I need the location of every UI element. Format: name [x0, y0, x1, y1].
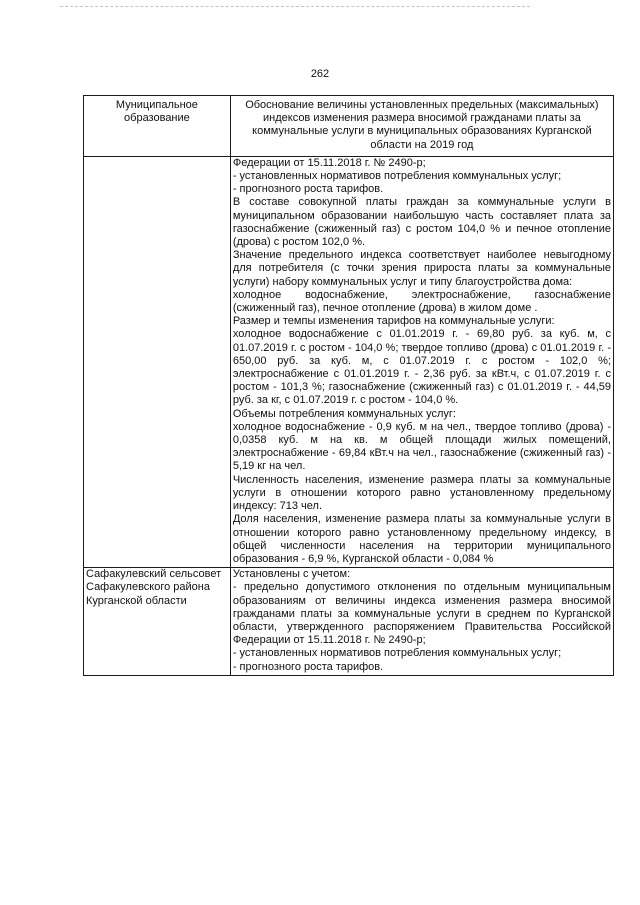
text-line: холодное водоснабжение с 01.01.2019 г. - 69,80 руб. за куб. м, с 01.07.2019 г. с ростом - 104,0 %; твердое топливо (дрова) с 01.01.2019 г. - 650,00 руб. за куб. м, с 01.07.2019 г. с ростом - 102,0 %; электроснабжение с 01.01.2019 г. - 2,36 руб. за кВт.ч, с 01.07.2019 г. с ростом - 101,3 %; газоснабжение (сжиженный газ) с 01.01.2019 г. - 44,59 руб. за кг, с 01.07.2019 г. с ростом - 104,0 %. [232, 328, 611, 407]
row2-justification [230, 568, 613, 676]
page-number: 262 [310, 68, 330, 80]
text-line: Установлены с учетом: [232, 568, 351, 581]
table-header-row [84, 96, 614, 157]
header-justification: Обоснование величины установленных предельных (максимальных) индексов изменения размера вносимой гражданами платы за коммунальные услуги в муниципальных образованиях Курганской области на 2019 год [230, 96, 613, 157]
row1-municipality [84, 156, 231, 567]
text-line: Доля населения, изменение размера платы за коммунальные услуги в отношении которого равно установленному предельному индексу, в общей численности населения на территории муниципального образования - 6,9 %, Курганской области - 0,084 % [232, 513, 611, 565]
header-municipality: Муниципальное образование [84, 96, 231, 157]
text-line: Объемы потребления коммунальных услуг: [232, 407, 456, 420]
row1-justification [230, 156, 613, 567]
text-line: - установленных нормативов потребления коммунальных услуг; [232, 647, 562, 660]
text-line: холодное водоснабжение - 0,9 куб. м на чел., твердое топливо (дрова) - 0,0358 куб. м на кв. м общей площади жилых помещений, электроснабжение - 69,84 кВт.ч на чел., газоснабжение (сжиженный газ) - 5,19 кг на чел. [232, 420, 611, 473]
text-line: Значение предельного индекса соответствует наиболее невыгодному для потребителя (с точки зрения прироста платы за коммунальные услуги) набору коммунальных услуг и типу благоустройства дома: [232, 249, 611, 288]
scan-artifact-line [60, 6, 530, 7]
row2-municipality: Сафакулевский сельсовет Сафакулевского района Курганской области [84, 568, 231, 676]
text-line: - прогнозного роста тарифов. [232, 183, 384, 196]
text-line: - предельно допустимого отклонения по отдельным муниципальным образованиям от величины индекса изменения размера вносимой гражданами платы за коммунальные услуги в среднем по Курганской области, утвержденного распоряжением Правительства Российской Федерации от 15.11.2018 г. № 2490-р; [232, 581, 611, 647]
text-line: Численность населения, изменение размера платы за коммунальные услуги в отношении которого равно установленному предельному индексу: 713 чел. [232, 473, 611, 513]
text-line: холодное водоснабжение, электроснабжение, газоснабжение (сжиженный газ), печное отопление (дрова) в жилом доме . [232, 288, 611, 315]
text-line: - прогнозного роста тарифов. [232, 660, 384, 673]
text-line: Размер и темпы изменения тарифов на коммунальные услуги: [232, 315, 555, 328]
table-row [84, 568, 614, 676]
text-line: - установленных нормативов потребления коммунальных услуг; [232, 170, 562, 183]
tariff-index-table [83, 95, 614, 676]
table-row [84, 156, 614, 567]
text-line: В составе совокупной платы граждан за коммунальные услуги в муниципальном образовании наибольшую часть составляет плата за газоснабжение (сжиженный газ) с ростом 104,0 % и печное отопление (дрова) с ростом 102,0 %. [232, 196, 611, 249]
text-line: Федерации от 15.11.2018 г. № 2490-р; [232, 156, 426, 169]
